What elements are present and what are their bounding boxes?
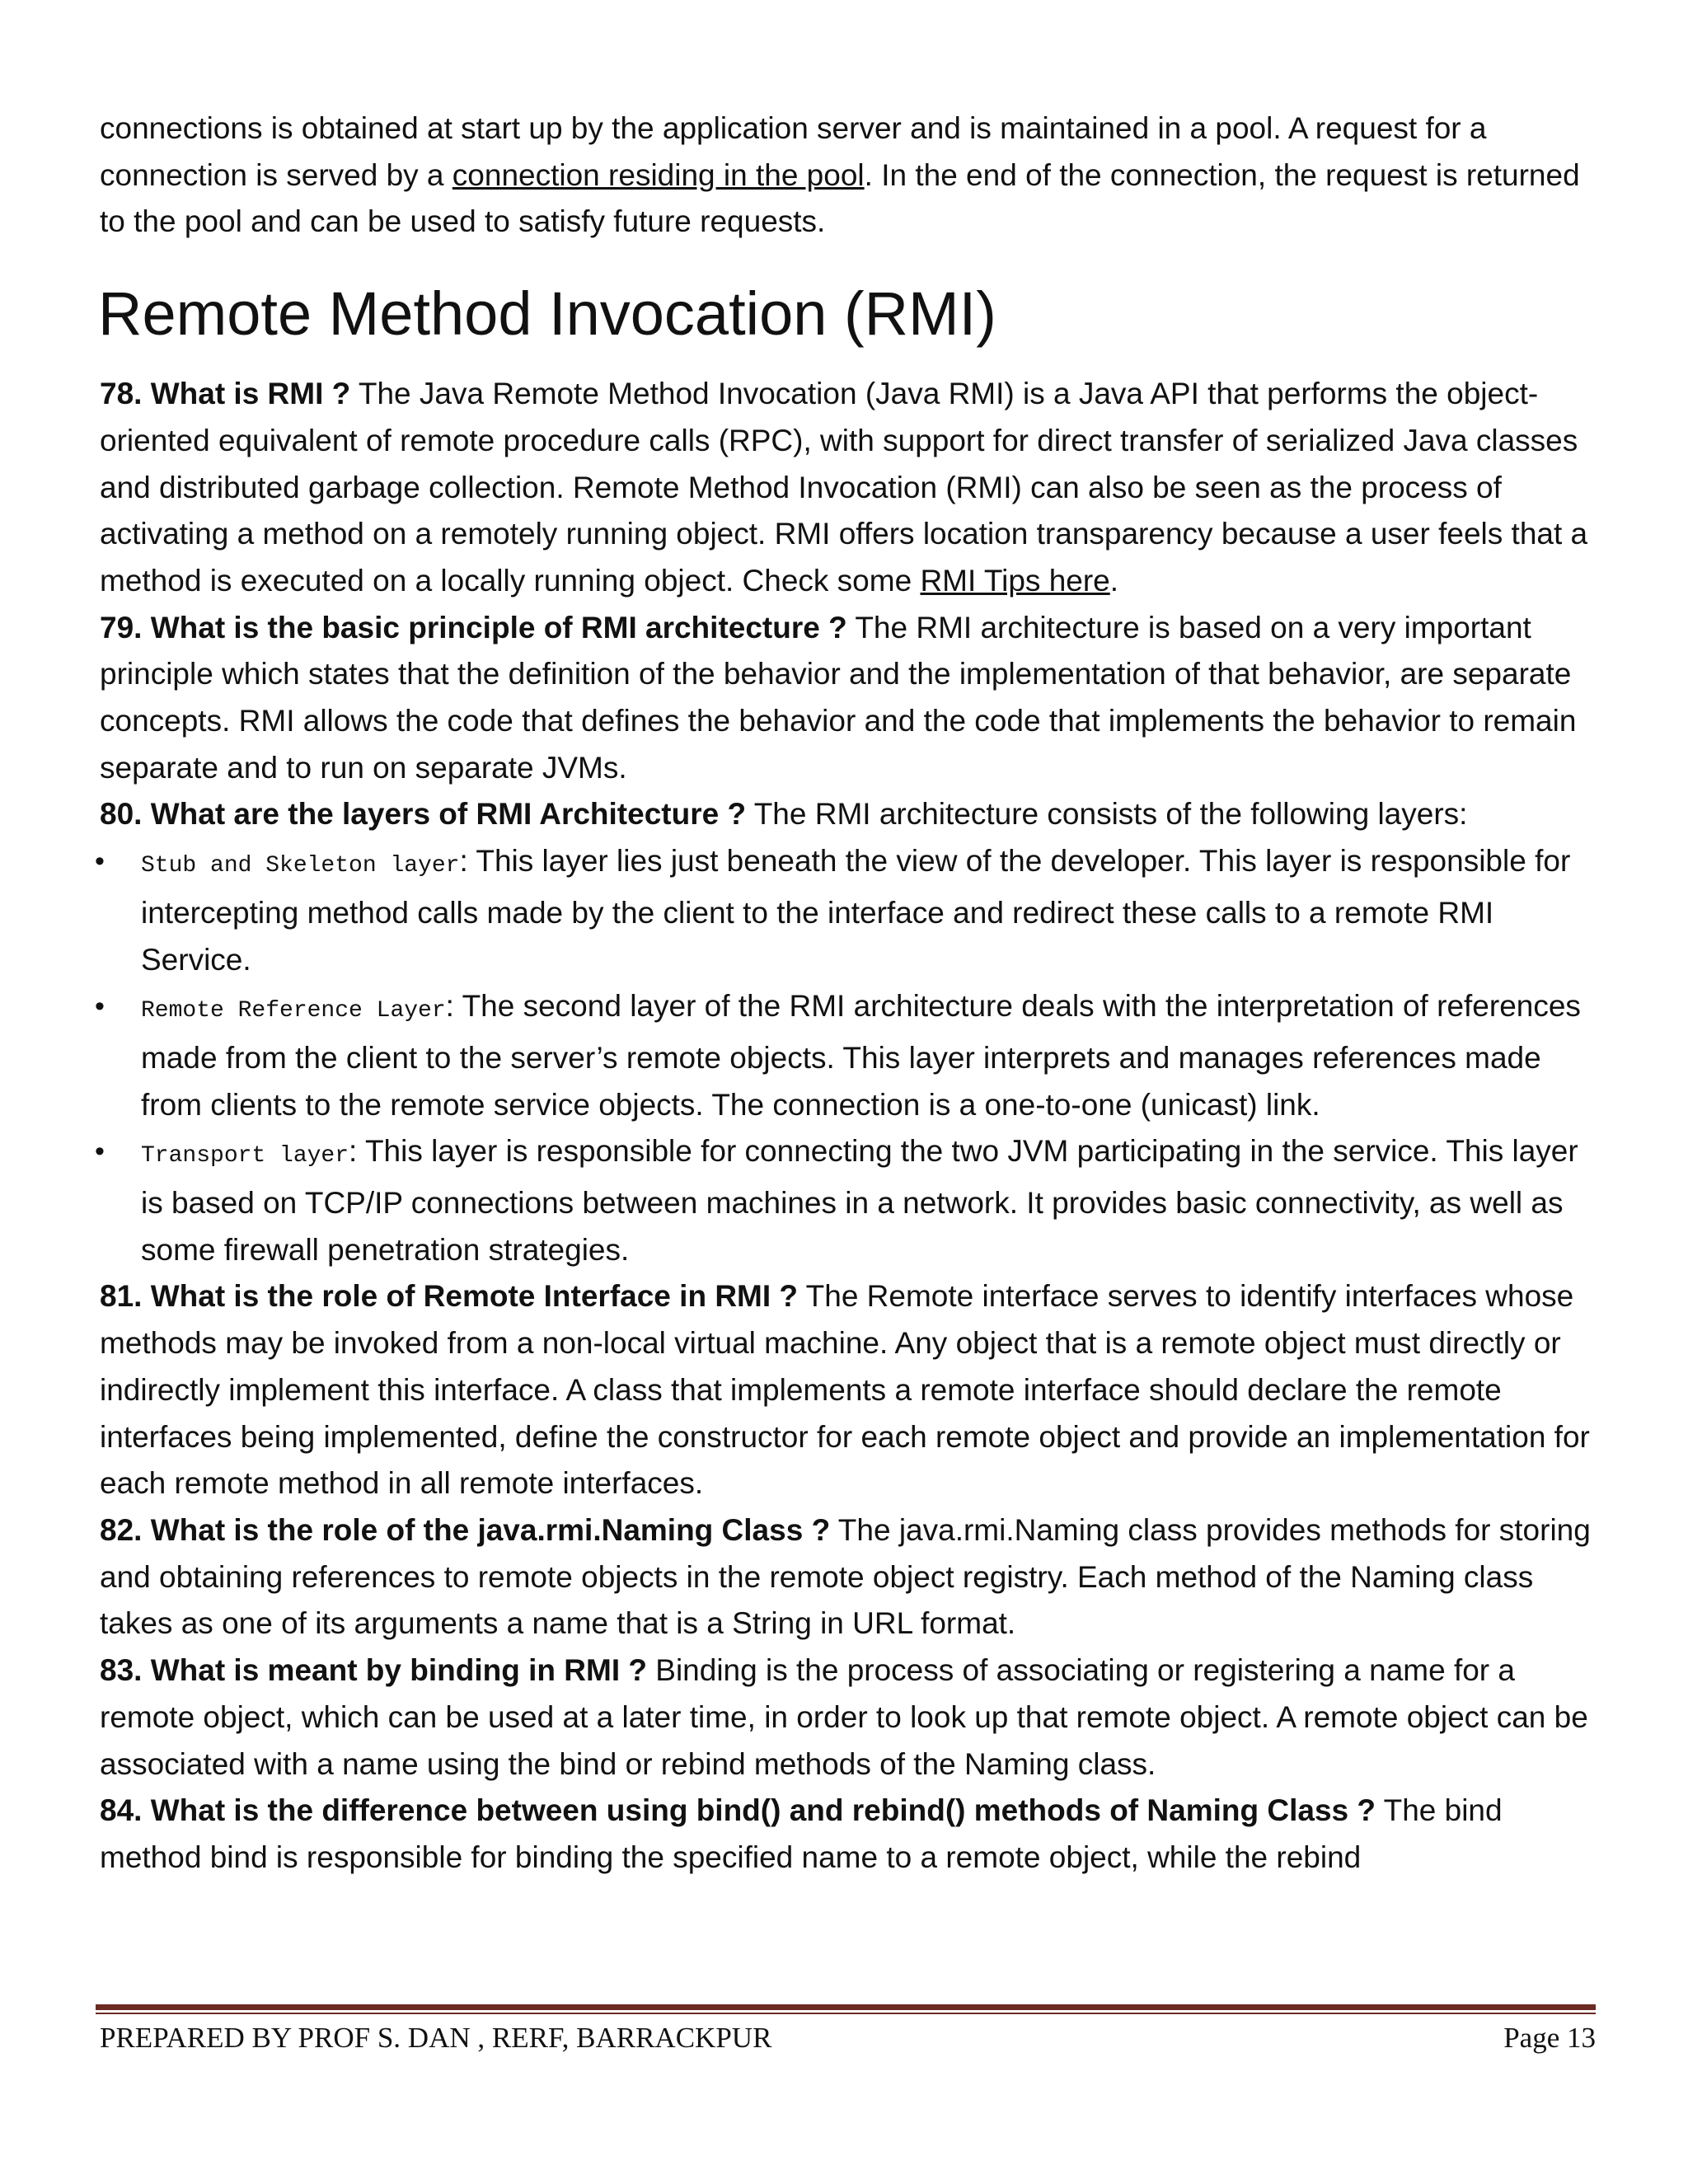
q80-answer: The RMI architecture consists of the following layers:: [746, 797, 1468, 832]
layer-term: Stub and Skeleton layer: [141, 853, 460, 879]
list-item: [95, 838, 1600, 983]
intro-paragraph: [100, 105, 1600, 246]
footer-divider-thin: [96, 2013, 1596, 2014]
section-title: Remote Method Invocation (RMI): [98, 279, 996, 349]
q83-question: 83. What is meant by binding in RMI ?: [100, 1653, 647, 1688]
bullet-icon: •: [95, 846, 105, 878]
layer-term: Remote Reference Layer: [141, 998, 446, 1024]
q79-question: 79. What is the basic principle of RMI architecture ?: [100, 610, 847, 644]
q81-question: 81. What is the role of Remote Interface in RMI ?: [100, 1279, 799, 1314]
layer-term: Transport layer: [141, 1143, 349, 1169]
q79-paragraph: [100, 605, 1600, 792]
bullet-icon: •: [95, 1136, 105, 1168]
intro-text-2: . In the end of the connection, the request is returned to the pool and can be used to satisfy future requests.: [100, 157, 1580, 239]
q81-paragraph: [100, 1273, 1600, 1507]
intro-text-1: connections is obtained at start up by the application server and is maintained in a pool. A request for a connection is served by a: [100, 111, 1487, 192]
rmi-tips-link[interactable]: RMI Tips here: [920, 563, 1110, 598]
layer-description: : This layer lies just beneath the view of the developer. This layer is responsible for intercepting method calls made by the client to the interface and redirect these calls to a remote RMI Service.: [141, 844, 1571, 977]
q78-paragraph: [100, 371, 1600, 605]
q84-question: 84. What is the difference between using bind() and rebind() methods of Naming Class ?: [100, 1793, 1376, 1828]
page-number: Page 13: [1503, 2022, 1596, 2054]
q83-answer: Binding is the process of associating or registering a name for a remote object, which can be used at a later time, in order to look up that remote object. A remote object can be associated with a name using the bind or rebind methods of the Naming class.: [100, 1653, 1588, 1781]
footer-divider: [96, 2004, 1596, 2014]
q78-question: 78. What is RMI ?: [100, 377, 351, 411]
q78-answer-2: .: [1109, 563, 1119, 598]
q84-paragraph: [100, 1788, 1600, 1881]
list-item: [95, 983, 1600, 1128]
q81-answer: The Remote interface serves to identify interfaces whose methods may be invoked from a non-local virtual machine. Any object that is a remote object must directly or indirectly implement this interface. A class that implements a remote interface should declare the remote interfaces being implemented, define the constructor for each remote object and provide an implementation for each remote method in all remote interfaces.: [100, 1279, 1590, 1501]
q84-answer: The bind method bind is responsible for binding the specified name to a remote object, while the rebind: [100, 1793, 1503, 1874]
q79-answer: The RMI architecture is based on a very important principle which states that the definition of the behavior and the implementation of that behavior, are separate concepts. RMI allows the code that defines the behavior and the code that implements the behavior to remain separate and to run on separate JVMs.: [100, 610, 1577, 785]
q80-paragraph: [100, 791, 1600, 838]
q82-question: 82. What is the role of the java.rmi.Naming Class ?: [100, 1512, 831, 1547]
bullet-icon: •: [95, 991, 105, 1023]
q80-question: 80. What are the layers of RMI Architecture ?: [100, 797, 747, 832]
footer-divider-thick: [96, 2004, 1596, 2010]
q82-answer: The java.rmi.Naming class provides methods for storing and obtaining references to remote objects in the remote object registry. Each method of the Naming class takes as one of its arguments a name that is a String in URL format.: [100, 1512, 1591, 1641]
rmi-layers-list: [95, 838, 1600, 1273]
q83-paragraph: [100, 1647, 1600, 1788]
layer-description: : This layer is responsible for connecting the two JVM participating in the service. This layer is based on TCP/IP connections between machines in a network. It provides basic connectivity, as well as some firewall penetration strategies.: [141, 1134, 1578, 1267]
q82-paragraph: [100, 1507, 1600, 1647]
list-item: [95, 1128, 1600, 1273]
q78-answer-1: The Java Remote Method Invocation (Java RMI) is a Java API that performs the object-oriented equivalent of remote procedure calls (RPC), with support for direct transfer of serialized Java classes and distributed garbage collection. Remote Method Invocation (RMI) can also be seen as the process of activating a method on a remotely running object. RMI offers location transparency because a user feels that a method is executed on a locally running object. Check some: [100, 377, 1588, 598]
connection-pool-link[interactable]: connection residing in the pool: [452, 157, 865, 192]
layer-description: : The second layer of the RMI architecture deals with the interpretation of references made from the client to the server’s remote objects. This layer interprets and manages references made from clients to the remote service objects. The connection is a one-to-one (unicast) link.: [141, 989, 1581, 1122]
document-page: [95, 105, 1600, 1882]
footer-author: PREPARED BY PROF S. DAN , RERF, BARRACKPUR: [100, 2022, 772, 2054]
